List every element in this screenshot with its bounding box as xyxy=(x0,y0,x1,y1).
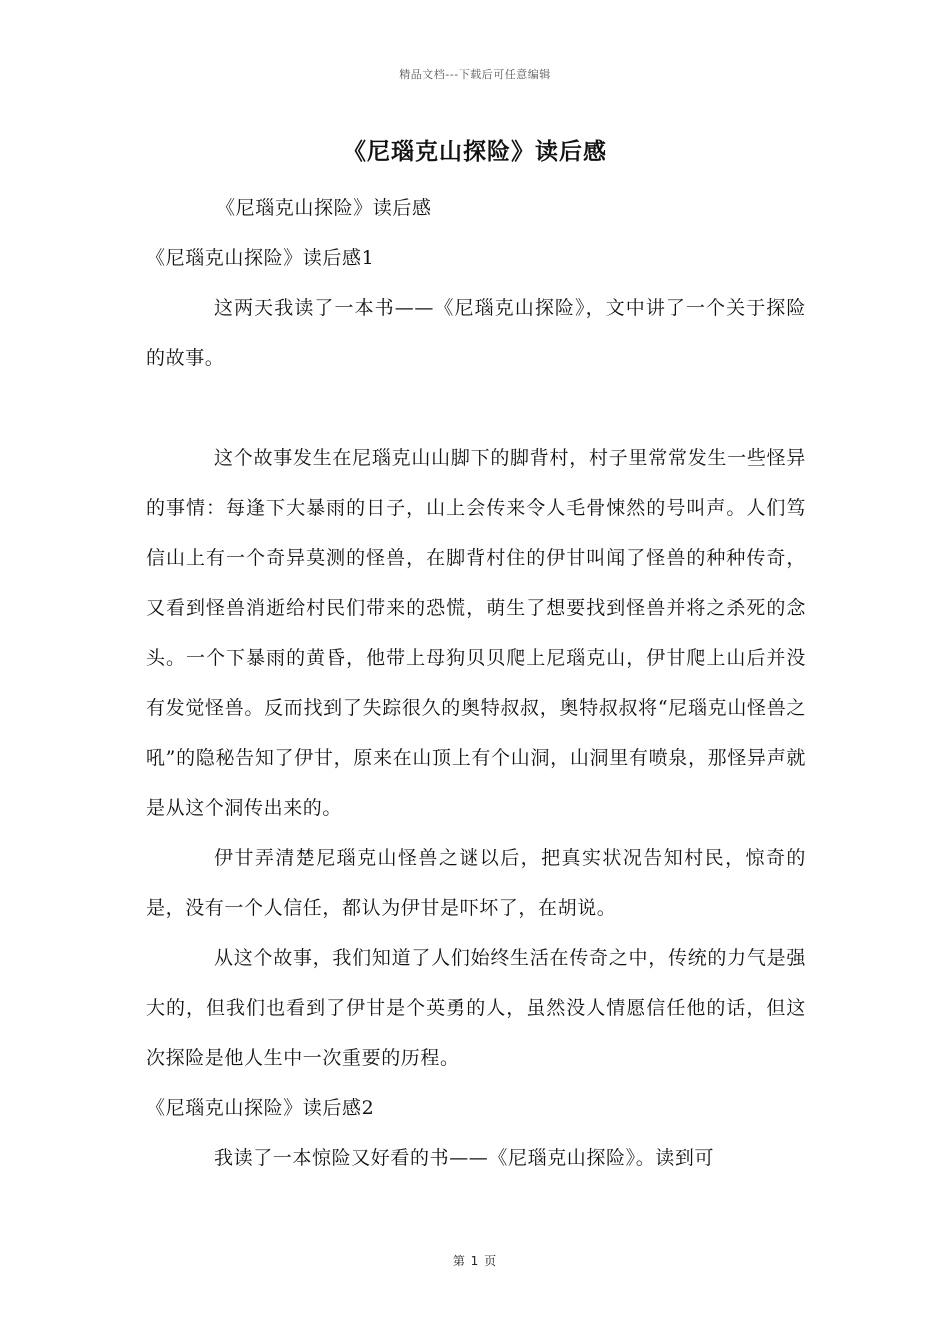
section-1-paragraph-3: 伊甘弄清楚尼瑙克山怪兽之谜以后，把真实状况告知村民，惊奇的是，没有一个人信任，都认为伊甘是吓坏了，在胡说。 xyxy=(146,847,806,919)
section-1-paragraph-2: 这个故事发生在尼瑙克山山脚下的脚背村，村子里常常发生一些怪异的事情：每逢下大暴雨的日子，山上会传来令人毛骨悚然的号叫声。人们笃信山上有一个奇异莫测的怪兽，在脚背村住的伊甘叫闻了怪兽的种种传奇，又看到怪兽消逝给村民们带来的恐慌，萌生了想要找到怪兽并将之杀死的念头。一个下暴雨的黄昏，他带上母狗贝贝爬上尼瑙克山，伊甘爬上山后并没有发觉怪兽。反而找到了失踪很久的奥特叔叔，奥特叔叔将“尼瑙克山怪兽之吼”的隐秘告知了伊甘，原来在山顶上有个山洞，山洞里有喷泉，那怪异声就是从这个洞传出来的。 xyxy=(146,447,806,819)
paragraph-spacer xyxy=(146,383,806,433)
header-note: 精品文档---下载后可任意编辑 xyxy=(399,68,551,81)
page-number: 第 1 页 xyxy=(452,1254,498,1268)
section-1-paragraph-4: 从这个故事，我们知道了人们始终生活在传奇之中，传统的力气是强大的，但我们也看到了伊甘是个英勇的人，虽然没人情愿信任他的话，但这次探险是他人生中一次重要的历程。 xyxy=(146,947,806,1069)
section-1-paragraph-1: 这两天我读了一本书——《尼瑙克山探险》，文中讲了一个关于探险的故事。 xyxy=(146,297,806,369)
document-body xyxy=(146,183,806,1183)
section-2-heading: 《尼瑙克山探险》读后感2 xyxy=(146,1097,375,1119)
section-1-heading: 《尼瑙克山探险》读后感1 xyxy=(146,247,375,269)
section-2-paragraph-1: 我读了一本惊险又好看的书——《尼瑙克山探险》。读到可 xyxy=(214,1147,715,1169)
document-subtitle: 《尼瑙克山探险》读后感 xyxy=(216,197,432,219)
document-title: 《尼瑙克山探险》读后感 xyxy=(343,138,607,165)
